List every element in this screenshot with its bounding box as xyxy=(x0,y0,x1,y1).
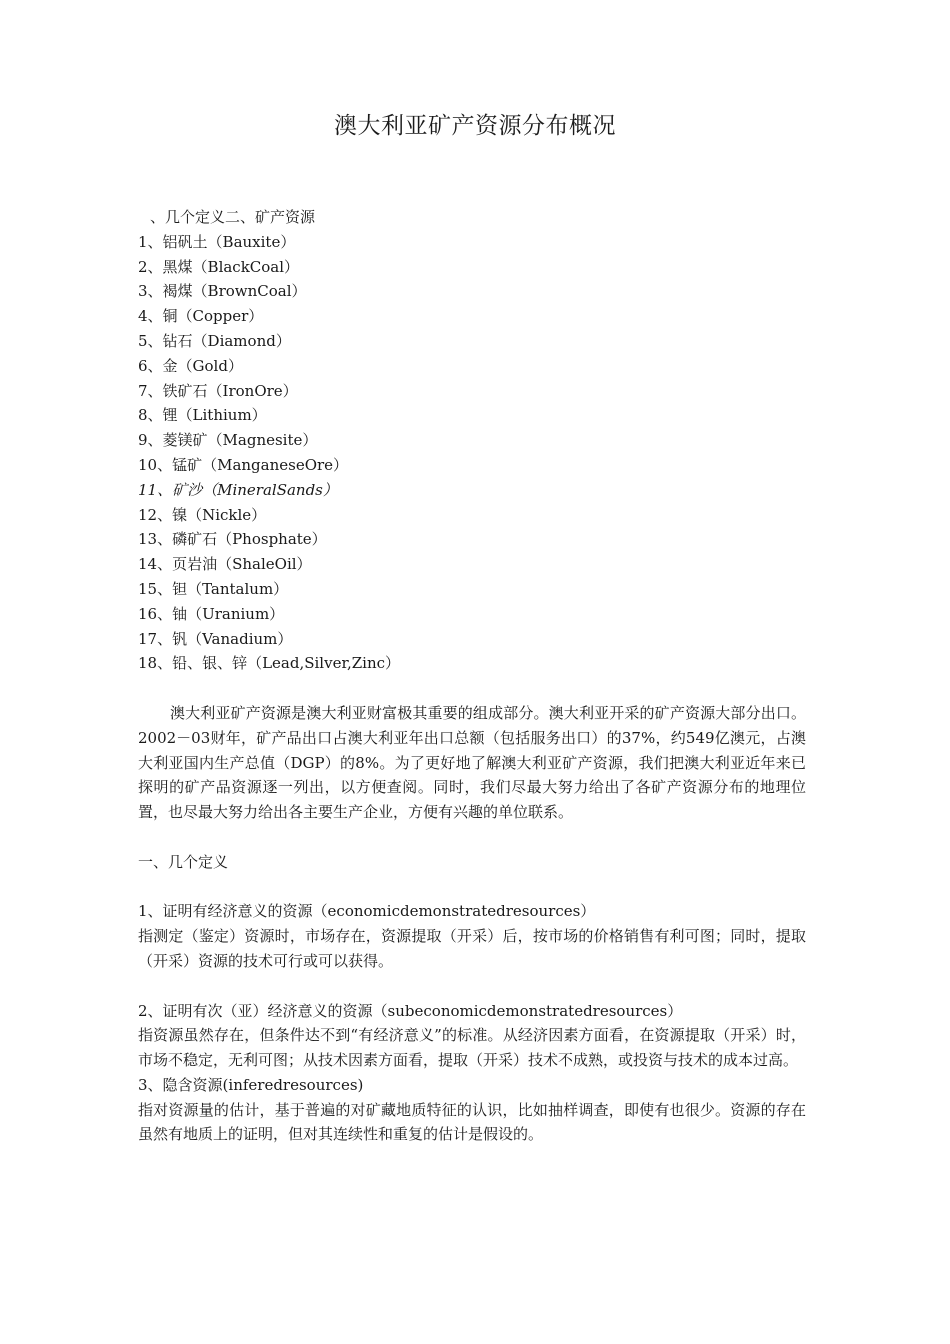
spacer xyxy=(138,974,806,999)
spacer xyxy=(138,875,806,900)
intro-line: 、几个定义二、矿产资源 xyxy=(150,208,316,226)
list-item: 5、钻石（Diamond） xyxy=(138,331,291,350)
definition-heading: 1、证明有经济意义的资源（economicdemonstratedresources） xyxy=(138,902,596,921)
document-body xyxy=(138,205,806,1147)
definition-1 xyxy=(138,899,806,973)
spacer xyxy=(138,825,806,850)
list-item: 16、铀（Uranium） xyxy=(138,604,285,623)
list-item: 10、锰矿（ManganeseOre） xyxy=(138,455,349,474)
list-item: 15、钽（Tantalum） xyxy=(138,579,289,598)
list-item: 14、页岩油（ShaleOil） xyxy=(138,555,312,574)
document-title: 澳大利亚矿产资源分布概况 xyxy=(334,113,616,139)
list-item: 17、钒（Vanadium） xyxy=(138,629,293,648)
list-item: 3、褐煤（BrownCoal） xyxy=(138,282,307,301)
definition-text: 指对资源量的估计，基于普遍的对矿藏地质特征的认识，比如抽样调查，即使有也很少。资源的存在虽然有地质上的证明，但对其连续性和重复的估计是假设的。 xyxy=(138,1100,806,1144)
mineral-list xyxy=(138,230,806,676)
list-item: 11、矿沙（MineralSands） xyxy=(138,480,338,499)
definition-2 xyxy=(138,999,806,1073)
definition-heading: 2、证明有次（亚）经济意义的资源（subeconomicdemonstratedresources） xyxy=(138,1001,683,1020)
list-item: 9、菱镁矿（Magnesite） xyxy=(138,431,318,450)
definition-text: 指测定（鉴定）资源时，市场存在，资源提取（开采）后，按市场的价格销售有利可图；同时，提取（开采）资源的技术可行或可以获得。 xyxy=(138,927,806,970)
list-item: 8、锂（Lithium） xyxy=(138,406,267,425)
list-item: 4、铜（Copper） xyxy=(138,307,264,326)
list-item: 1、铝矾土（Bauxite） xyxy=(138,232,296,251)
list-item: 7、铁矿石（IronOre） xyxy=(138,381,298,400)
overview-paragraph: 澳大利亚矿产资源是澳大利亚财富极其重要的组成部分。澳大利亚开采的矿产资源大部分出口。2002－03财年，矿产品出口占澳大利亚年出口总额（包括服务出口）的37%，约549亿澳元，占澳大利亚国内生产总值（DGP）的8%。为了更好地了解澳大利亚矿产资源，我们把澳大利亚近年来已探明的矿产品资源逐一列出，以方便查阅。同时，我们尽最大努力给出了各矿产资源分布的地理位置，也尽最大努力给出各主要生产企业，方便有兴趣的单位联系。 xyxy=(138,703,806,822)
definition-heading: 3、隐含资源(inferedresources) xyxy=(138,1075,364,1094)
list-item: 13、磷矿石（Phosphate） xyxy=(138,530,327,549)
list-item: 12、镍（Nickle） xyxy=(138,505,267,524)
definition-text: 指资源虽然存在，但条件达不到“有经济意义”的标准。从经济因素方面看，在资源提取（开采）时，市场不稳定，无利可图；从技术因素方面看，提取（开采）技术不成熟，或投资与技术的成本过高。 xyxy=(138,1026,806,1070)
list-item: 6、金（Gold） xyxy=(138,356,243,375)
section-heading: 一、几个定义 xyxy=(138,852,229,871)
spacer xyxy=(138,676,806,701)
list-item: 2、黑煤（BlackCoal） xyxy=(138,257,300,276)
list-item: 18、铅、银、锌（Lead,Silver,Zinc） xyxy=(138,654,401,673)
definition-3 xyxy=(138,1073,806,1147)
